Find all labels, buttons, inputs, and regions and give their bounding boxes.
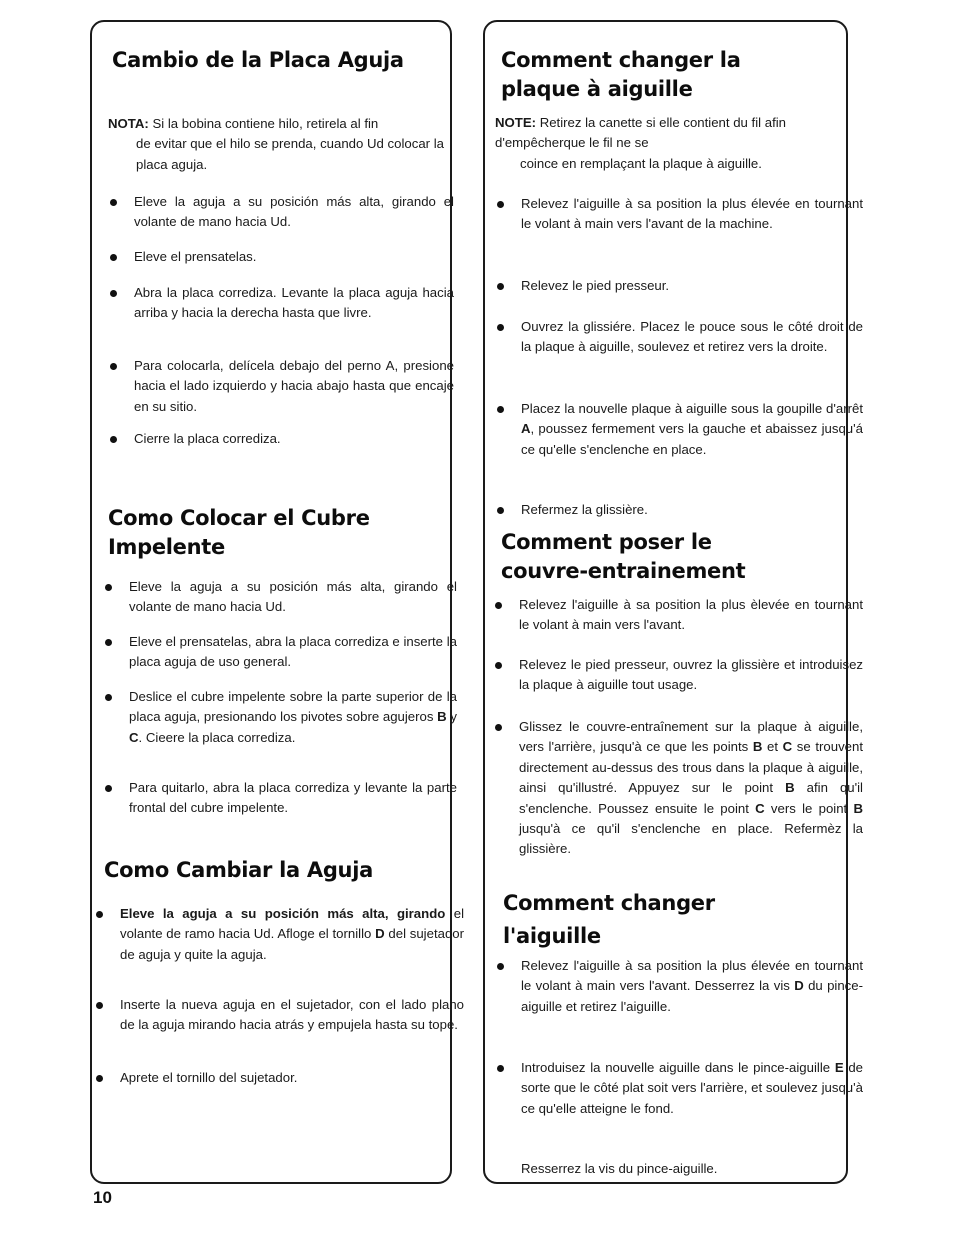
list-item — [94, 995, 464, 1036]
bullet-icon — [110, 254, 117, 261]
list-item-text: Abra la placa corrediza. Levante la placa aguja hacia arriba y hacia la derecha hasta que livre. — [134, 285, 454, 321]
list-item-text: Deslice el cubre impelente sobre la parte superior de la placa aguja, presionando los pivotes sobre agujeros B y C. Cieere la placa corrediza. — [129, 689, 457, 745]
list-item-text: Introduisez la nouvelle aiguille dans le pince-aiguille E de sorte que le côté plat soit vers l'arrière, et soulevez jusqu'à ce qu'elle atteigne le fond. — [521, 1060, 863, 1116]
list-item — [108, 247, 454, 267]
page-number: 10 — [93, 1188, 112, 1207]
bullet-icon — [497, 1065, 504, 1072]
list-item-text: Eleve el prensatelas, abra la placa corrediza e inserte la placa aguja de uso general. — [129, 634, 457, 670]
list-item-text: Relevez l'aiguille à sa position la plus élevée en tournant le volant à main vers l'avant. Desserrez la vis D du pince-aiguille et retirez l'aiguille. — [521, 958, 864, 1014]
section-title-cubre-impelente: Como Colocar el Cubre Impelente — [108, 506, 370, 559]
bullet-icon — [497, 963, 504, 970]
list-item-text: Inserte la nueva aguja en el sujetador, con el lado plano de la aguja mirando hacia atrás y empujela hasta su tope. — [120, 997, 464, 1033]
list-item-text: Aprete el tornillo del sujetador. — [120, 1070, 298, 1085]
section-title-changer-aiguille: Comment changer l'aiguille — [503, 891, 715, 948]
section-title-cambiar-aguja: Como Cambiar la Aguja — [104, 858, 373, 882]
note-label: NOTE: — [495, 115, 537, 130]
bullet-icon — [96, 1002, 103, 1009]
list-item-text: Para colocarla, delícela debajo del perno A, presione hacia el lado izquierdo y hacia abajo hasta que encaje en su sitio. — [134, 358, 454, 414]
bullet-icon — [110, 199, 117, 206]
bullet-icon — [497, 324, 504, 331]
list-item-text: Ouvrez la glissiére. Placez le pouce sous le côté droit de la plaque à aiguille, soulevez et retirez vers la droite. — [521, 319, 863, 355]
bullet-icon — [495, 724, 502, 731]
list-item — [94, 1068, 464, 1088]
list-item-text: Eleve la aguja a su posición más alta, girando el volante de ramo hacia Ud. Afloge el tornillo D del sujetador de aguja y quite la aguja. — [120, 906, 464, 962]
list-item-text: Refermez la glissière. — [521, 502, 648, 517]
list-item — [103, 687, 457, 748]
list-item — [108, 356, 454, 417]
bullet-icon — [497, 201, 504, 208]
list-item — [493, 717, 863, 860]
closing-instruction: Resserrez la vis du pince-aiguille. — [521, 1161, 718, 1176]
list-item — [495, 1058, 863, 1119]
bullet-icon — [105, 639, 112, 646]
note-text: Retirez la canette si elle contient du fil afin d'empêcherque le fil ne se — [495, 115, 786, 151]
list-item — [493, 595, 863, 636]
list-item — [108, 283, 454, 324]
list-item — [108, 429, 454, 449]
list-item-text: Relevez le pied presseur. — [521, 278, 670, 293]
note-text: Si la bobina contiene hilo, retirela al fin — [152, 116, 379, 131]
note-block — [495, 113, 840, 174]
bullet-icon — [497, 507, 504, 514]
note-block — [108, 114, 444, 175]
list-item — [495, 194, 863, 235]
list-item-text: Eleve el prensatelas. — [134, 249, 257, 264]
list-item-text: Cierre la placa corrediza. — [134, 431, 281, 446]
list-item — [103, 632, 457, 673]
list-item-text: Relevez le pied presseur, ouvrez la glissière et introduisez la plaque à aiguille tout usage. — [519, 657, 863, 693]
bullet-icon — [105, 694, 112, 701]
note-label: NOTA: — [108, 116, 149, 131]
list-item-text: Placez la nouvelle plaque à aiguille sous la goupille d'arrêt A, poussez fermement vers la gauche et abaissez jusqu'á ce qu'elle s'enclenche en place. — [521, 401, 863, 457]
list-item — [103, 577, 457, 618]
left-column-panel — [90, 20, 464, 1184]
list-item-text: Para quitarlo, abra la placa corrediza y levante la parte frontal del cubre impelente. — [129, 780, 457, 816]
bullet-icon — [105, 584, 112, 591]
bullet-icon — [96, 1075, 103, 1082]
bullet-icon — [105, 785, 112, 792]
list-item — [94, 904, 464, 965]
section-title-poser-couvre: Comment poser le couvre-entrainement — [501, 530, 746, 583]
bullet-icon — [110, 363, 117, 370]
bullet-icon — [495, 662, 502, 669]
bullet-icon — [495, 602, 502, 609]
list-item-text: Eleve la aguja a su posición más alta, girando el volante de mano hacia Ud. — [129, 579, 457, 615]
bullet-icon — [110, 290, 117, 297]
list-item — [495, 399, 863, 460]
section-title-changer-plaque: Comment changer la plaque à aiguille — [501, 48, 741, 101]
note-text-rest: de evitar que el hilo se prenda, cuando Ud colocar la placa aguja. — [136, 136, 444, 172]
list-item — [103, 778, 457, 819]
list-item-text: Glissez le couvre-entraînement sur la plaque à aiguille, vers l'arrière, jusqu'à ce que les points B et C se trouvent directement au-dessus des trous dans la plaque à aiguille, ainsi qu'illustré. Appuyez sur le point B afin qu'il s'enclenche. Poussez ensuite le point C vers le point B jusqu'à ce qu'il s'enclenche en place. Refermèz la glissière. — [519, 719, 863, 857]
bullet-icon — [497, 283, 504, 290]
section-title-cambio-placa: Cambio de la Placa Aguja — [112, 48, 404, 72]
bullet-icon — [110, 436, 117, 443]
list-item — [495, 276, 863, 296]
list-item — [108, 192, 454, 233]
list-item-text: Relevez l'aiguille à sa position la plus èlevée en tournant le volant à main vers l'avant. — [519, 597, 863, 633]
list-item — [495, 956, 863, 1017]
right-column-panel — [483, 20, 864, 1184]
bullet-icon — [96, 911, 103, 918]
note-indent: coince en remplaçant la plaque à aiguille. — [520, 155, 762, 171]
list-item — [495, 317, 863, 358]
bullet-icon — [497, 406, 504, 413]
list-item-text: Relevez l'aiguille à sa position la plus élevée en tournant le volant à main vers l'avant de la machine. — [521, 196, 863, 232]
list-item-text: Eleve la aguja a su posición más alta, girando el volante de mano hacia Ud. — [134, 194, 454, 230]
list-item — [495, 500, 863, 520]
list-item — [493, 655, 863, 696]
